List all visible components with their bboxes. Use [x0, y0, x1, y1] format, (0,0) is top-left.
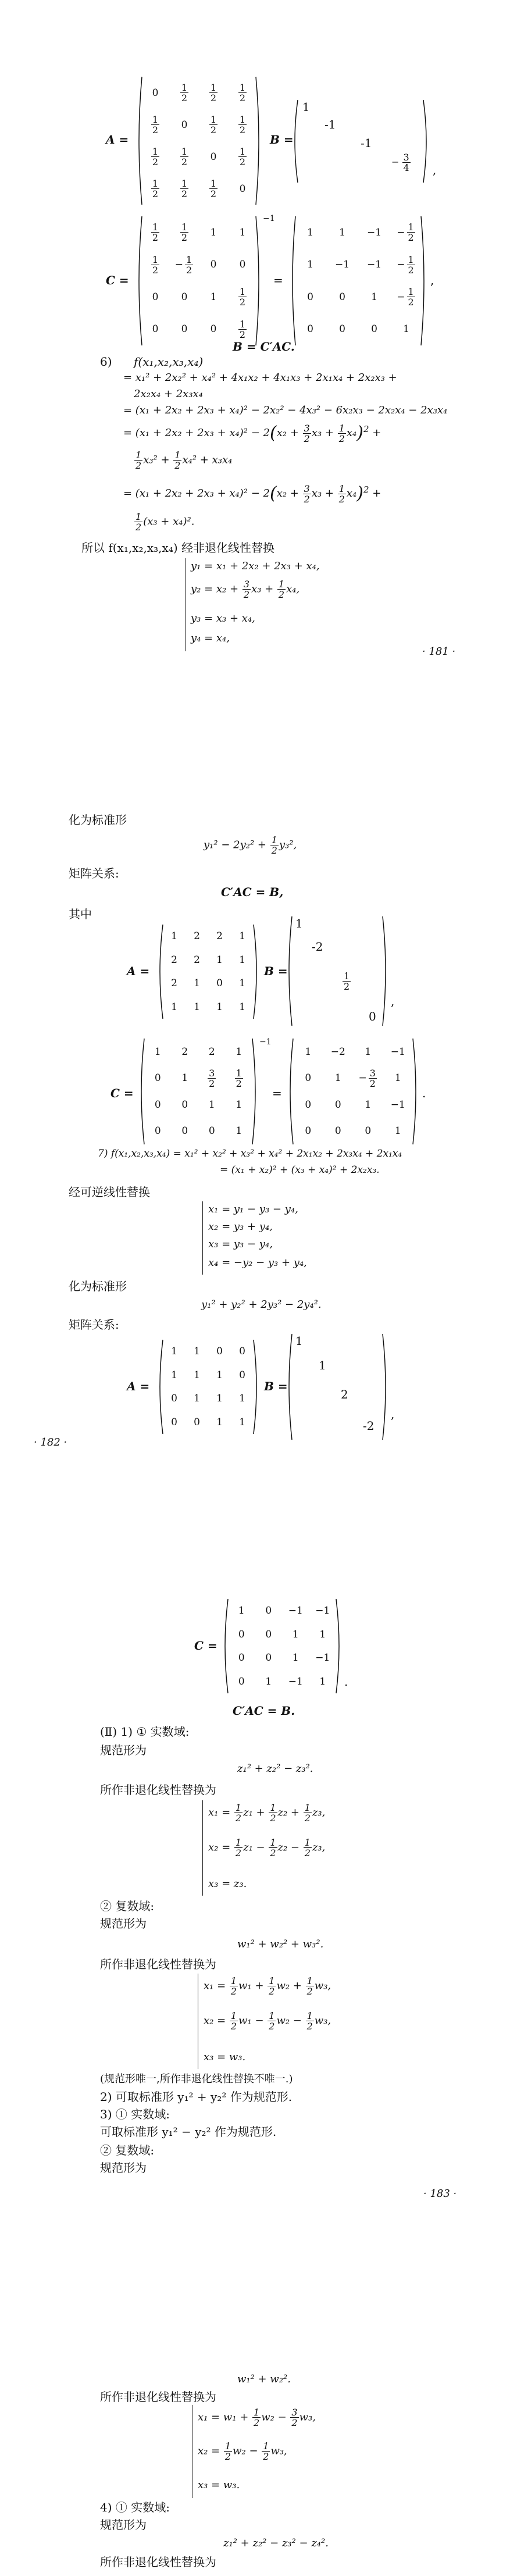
matrix-relation: 矩阵关系:	[69, 866, 119, 880]
p1-c-cell: 1 2	[239, 318, 246, 340]
p1-a-cell: 1 2	[181, 82, 188, 104]
p2-a-cell: 2	[194, 930, 200, 943]
matrix-a-label: A =	[127, 964, 150, 978]
p2-cinv-cell: 0	[334, 1125, 341, 1137]
period: .	[422, 1086, 426, 1100]
q3b: 可取标准形 y₁² − y₂² 作为规范形.	[100, 2125, 277, 2139]
p3-c-cell: 1	[292, 1652, 299, 1664]
complex-field: ② 复数域:	[100, 1899, 155, 1913]
p2-cinv-cell: −1	[390, 1046, 405, 1058]
p2-c-cell: 1	[154, 1046, 161, 1058]
sub7-x3: x₃ = y₃ − y₄,	[208, 1238, 273, 1250]
b2-diag-1: 1	[295, 1334, 303, 1348]
p1-cinv-cell: −1	[366, 226, 382, 238]
p1-a-cell: 1 2	[152, 114, 159, 135]
norm-2: 规范形为	[100, 1917, 147, 1931]
p1-cinv-cell: 1	[307, 259, 313, 271]
p1-c-cell: 1 2	[152, 254, 159, 276]
part-II: (Ⅱ) 1) ① 实数域:	[100, 1725, 190, 1739]
p2-cinv-cell: 1	[365, 1046, 372, 1058]
sub7-x1: x₁ = y₁ − y₃ − y₄,	[208, 1203, 298, 1215]
sub6-y4: y₄ = x₄,	[191, 632, 230, 644]
p2-c-cell: 0	[154, 1072, 161, 1084]
sub6-brace	[185, 558, 186, 651]
p4-eq: w₁² + w₂².	[237, 2373, 291, 2385]
p3-c-cell: 1	[319, 1628, 326, 1640]
comma: ,	[391, 1407, 395, 1421]
p2-a-cell: 1	[239, 930, 245, 943]
sub6-y2: y₂ = x₂ + $\frac{3}{2}$ x₃ + $\frac{1}{2}$ x₄,	[191, 579, 300, 600]
p2-c-cell: 3 2	[209, 1067, 215, 1089]
p2-a-cell: 1	[216, 1001, 223, 1013]
p2-c-cell: 0	[208, 1125, 215, 1137]
where: 其中	[69, 907, 92, 921]
sub2-x2: x₂ = $\frac{1}{2}$ w₁ − $\frac{1}{2}$ w₂ − $\frac{1}{2}$ w₃,	[204, 2010, 331, 2032]
item-7-line-2: = (x₁ + x₂)² + (x₃ + x₄)² + 2x₂x₃.	[220, 1164, 380, 1176]
p2-a-cell: 2	[194, 954, 200, 966]
sub7-x2: x₂ = y₃ + y₄,	[208, 1221, 273, 1233]
p1-a-cell: 1 2	[210, 82, 217, 104]
p2-c-cell: 0	[154, 1125, 161, 1137]
p1-c-cell: 0	[210, 323, 217, 336]
f6-line-3: = (x₁ + 2x₂ + 2x₃ + x₄)² − 2x₂² − 4x₃² − 6x₂x₃ − 2x₂x₄ − 2x₃x₄	[123, 404, 448, 416]
std2-eq: y₁² + y₂² + 2y₃² − 2y₄².	[201, 1298, 322, 1311]
complex-field-2: ② 复数域:	[100, 2143, 155, 2157]
p1-a-cell: 0	[210, 151, 217, 163]
comma: ,	[391, 994, 395, 1008]
matrix-b-label: B =	[270, 133, 294, 147]
page-181	[0, 0, 510, 658]
matrix-b-label: B =	[264, 964, 288, 978]
p1-a-cell: 1 2	[152, 178, 159, 199]
p1-a-cell: 0	[181, 119, 188, 131]
p1-c-cell: 0	[239, 259, 246, 271]
p3-c-cell: 0	[238, 1675, 245, 1687]
p1-cinv-cell: 0	[307, 291, 313, 303]
p1-c-cell: 1	[239, 226, 246, 238]
p4-x2: x₂ = $\frac{1}{2}$ w₂ − $\frac{1}{2}$ w₃,	[198, 2441, 287, 2462]
matrix-c-label: C =	[106, 273, 129, 287]
matrix-c-cells	[141, 216, 257, 345]
p2-a-cell: 1	[171, 930, 177, 943]
p3-c-cell: 1	[319, 1675, 326, 1687]
matrix-b2-label: B =	[264, 1379, 288, 1393]
reversible-sub: 经可逆线性替换	[69, 1185, 150, 1199]
page-number: · 182 ·	[34, 1436, 67, 1448]
p1-cinv-cell: 1	[339, 226, 345, 238]
b2-diag-4: -2	[363, 1419, 375, 1433]
b2-diag-3: 2	[341, 1387, 348, 1401]
so-6: 所以 f(x₁,x₂,x₃,x₄) 经非退化线性替换	[81, 541, 274, 555]
std-equation: y₁² − 2y₂² + $\frac{1}{2}$ y₃²,	[204, 834, 297, 856]
sub6-y3: y₃ = x₃ + x₄,	[191, 612, 255, 625]
p2-a2-cell: 0	[194, 1416, 200, 1428]
b-diag-4: 0	[369, 1009, 376, 1023]
p3-c-cell: −1	[315, 1652, 330, 1664]
p2-c-cell: 0	[181, 1098, 188, 1111]
period: .	[344, 1675, 348, 1689]
p1-c-cell: 0	[152, 291, 159, 303]
p2-a2-cell: 1	[216, 1393, 223, 1405]
sub1-brace	[202, 1800, 203, 1896]
matrix-c-label: C =	[194, 1639, 217, 1653]
matrix-a-cells	[141, 77, 257, 205]
sub-hdr-1: 所作非退化线性替换为	[100, 1783, 216, 1797]
p2-c-cell: 0	[181, 1125, 188, 1137]
p3-c-cell: 0	[265, 1628, 272, 1640]
p1-cinv-cell: 1	[371, 291, 377, 303]
p4-x3: x₃ = w₃.	[198, 2479, 240, 2491]
b-diag-4: − $\frac{3}{4}$	[391, 152, 409, 173]
p1-c-cell: 1 2	[181, 222, 188, 244]
p1-cinv-cell: 0	[339, 291, 345, 303]
p1-cinv-cell: − $\frac{1}{2}$	[397, 222, 414, 244]
p2-cinv-cell: 1	[334, 1072, 341, 1084]
p2-a-cell: 1	[194, 1001, 200, 1013]
p2-a2-cell: 0	[239, 1346, 245, 1358]
comma: ,	[430, 273, 434, 287]
sub1-x1: x₁ = $\frac{1}{2}$ z₁ + $\frac{1}{2}$ z₂ + $\frac{1}{2}$ z₃,	[208, 1802, 326, 1824]
p2-a2-cell: 1	[194, 1346, 200, 1358]
norm-2-eq: w₁² + w₂² + w₃².	[237, 1938, 324, 1950]
matrix-c-inv-cells	[294, 216, 422, 345]
p1-c-cell: 0	[181, 323, 188, 336]
p2-c-cell: 2	[208, 1046, 215, 1058]
p1-cinv-cell: 1	[307, 226, 313, 238]
p2-a2-cell: 1	[171, 1346, 177, 1358]
p1-c-cell: 0	[181, 291, 188, 303]
p2-cinv-cell: −1	[390, 1098, 405, 1111]
p2-a-cell: 1	[216, 954, 223, 966]
b-diag-2: -2	[312, 940, 323, 954]
eq: =	[272, 1086, 282, 1100]
f6-line-2: 2x₂x₄ + 2x₃x₄	[134, 388, 203, 400]
p2-a-cell: 2	[171, 954, 177, 966]
p2-c-cell: 0	[154, 1098, 161, 1111]
sub1-x2: x₂ = $\frac{1}{2}$ z₁ − $\frac{1}{2}$ z₂ − $\frac{1}{2}$ z₃,	[208, 1837, 326, 1858]
p1-cinv-cell: −1	[366, 259, 382, 271]
p3-c-cell: 0	[265, 1652, 272, 1664]
p2-cinv-cell: 1	[305, 1046, 312, 1058]
p2-a2-cell: 1	[216, 1416, 223, 1428]
sub6-y1: y₁ = x₁ + 2x₂ + 2x₃ + x₄,	[191, 560, 320, 572]
p2-c-cell: 1	[236, 1125, 242, 1137]
p2-a2-cell: 0	[171, 1393, 177, 1405]
p2-a2-cell: 1	[194, 1393, 200, 1405]
p1-a-cell: 0	[152, 87, 159, 99]
p1-a-cell: 1 2	[239, 114, 246, 135]
norm-1-eq: z₁² + z₂² − z₃².	[237, 1762, 313, 1775]
q3: 3) ① 实数域:	[100, 2107, 170, 2121]
relation: C′AC = B.	[233, 1704, 295, 1718]
p2-cinv-cell: 0	[305, 1098, 312, 1111]
inverse-sup: −1	[263, 214, 275, 223]
p3-c-cell: −1	[288, 1605, 303, 1617]
p4-norm: 规范形为	[100, 2518, 147, 2532]
p1-a-cell: 1 2	[239, 82, 246, 104]
p1-cinv-cell: − $\frac{1}{2}$	[397, 286, 414, 308]
p1-a-cell: 1 2	[181, 146, 188, 167]
p2-c-cell: 2	[181, 1046, 188, 1058]
page-number: · 183 ·	[423, 2188, 457, 2200]
p4-sub-hdr-2: 所作非退化线性替换为	[100, 2555, 216, 2569]
sub-hdr-2: 所作非退化线性替换为	[100, 1957, 216, 1971]
p2-c-cell: 1 2	[236, 1067, 242, 1089]
f6-line-7: $\frac{1}{2}$ (x₃ + x₄)².	[135, 511, 195, 533]
p3-c-cell: 1	[265, 1675, 272, 1687]
p2-a2-cell: 1	[216, 1369, 223, 1381]
p1-a-cell: 0	[239, 183, 246, 195]
p2-cinv-cell: −2	[330, 1046, 345, 1058]
p2-a2-cell: 1	[239, 1416, 245, 1428]
p2-a-cell: 1	[239, 1001, 245, 1013]
matrix-c-cells	[228, 1599, 336, 1693]
p1-cinv-cell: − $\frac{1}{2}$	[397, 254, 414, 276]
sub1-x3: x₃ = z₃.	[208, 1878, 247, 1890]
item-6-label: 6)	[100, 355, 112, 369]
matrix-a-cells	[163, 925, 254, 1019]
p2-a2-cell: 1	[194, 1369, 200, 1381]
std2-heading: 化为标准形	[69, 1279, 127, 1293]
f6-line-4: = (x₁ + 2x₂ + 2x₃ + x₄)² − 2(x₂ + $\frac{3}{2}$ x₃ + $\frac{1}{2}$ x₄)$^2$ +	[123, 422, 381, 444]
p2-cinv-cell: 1	[394, 1125, 401, 1137]
b2-diag-2: 1	[319, 1358, 326, 1372]
p1-cinv-cell: −1	[334, 259, 350, 271]
matrix-c-cells	[144, 1039, 252, 1144]
p2-a2-cell: 0	[216, 1346, 223, 1358]
p1-a-cell: 1 2	[181, 178, 188, 199]
p2-a2-cell: 1	[239, 1393, 245, 1405]
p3-c-cell: 0	[265, 1605, 272, 1617]
p3-c-cell: 0	[238, 1652, 245, 1664]
note: (规范形唯一,所作非退化线性替换不唯一.)	[100, 2073, 293, 2085]
sub2-x1: x₁ = $\frac{1}{2}$ w₁ + $\frac{1}{2}$ w₂ + $\frac{1}{2}$ w₃,	[204, 1975, 331, 1997]
comma: ,	[433, 163, 437, 177]
p1-a-cell: 1 2	[239, 146, 246, 167]
norm-3: 规范形为	[100, 2161, 147, 2175]
sub2-x3: x₃ = w₃.	[204, 2051, 246, 2063]
inverse-sup: −1	[259, 1037, 272, 1047]
p2-cinv-cell: 0	[365, 1125, 372, 1137]
f6-line-1: = x₁² + 2x₂² + x₄² + 4x₁x₂ + 4x₁x₃ + 2x₁x₄ + 2x₂x₃ +	[123, 372, 397, 384]
p2-a-cell: 1	[239, 954, 245, 966]
matrix-c-label: C =	[110, 1086, 134, 1100]
p2-c-cell: 1	[181, 1072, 188, 1084]
p3-c-cell: 1	[292, 1628, 299, 1640]
q2: 2) 可取标准形 y₁² + y₂² 作为规范形.	[100, 2090, 293, 2104]
matrix-a2-cells	[163, 1340, 254, 1434]
matrix-relation-2: 矩阵关系:	[69, 1318, 119, 1332]
b-diag-3: -1	[361, 136, 372, 150]
std-heading: 化为标准形	[69, 813, 127, 827]
p2-cinv-cell: 0	[334, 1098, 341, 1111]
p1-c-cell: − $\frac{1}{2}$	[174, 254, 192, 276]
matrix-a-label: A =	[106, 133, 129, 147]
matrix-relation-eq: C′AC = B,	[221, 885, 284, 899]
p3-c-cell: 1	[238, 1605, 245, 1617]
p1-c-cell: 0	[210, 259, 217, 271]
sub7-brace	[202, 1201, 203, 1275]
sub7-x4: x₄ = −y₂ − y₃ + y₄,	[208, 1257, 307, 1269]
item-7-line-1: 7) f(x₁,x₂,x₃,x₄) = x₁² + x₂² + x₃² + x₄² + 2x₁x₂ + 2x₃x₄ + 2x₁x₄	[98, 1148, 402, 1159]
p1-a-cell: 1 2	[210, 114, 217, 135]
p2-a2-cell: 0	[171, 1416, 177, 1428]
f6-line-5: $\frac{1}{2}$ x₃² + $\frac{1}{2}$ x₄² + x₃x₄	[135, 449, 233, 471]
p2-a-cell: 2	[216, 930, 223, 943]
p2-a-cell: 1	[194, 977, 200, 990]
relation-b-cac: B = C′AC.	[233, 340, 295, 354]
f6-line-6: = (x₁ + 2x₂ + 2x₃ + x₄)² − 2(x₂ + $\frac{3}{2}$ x₃ + $\frac{1}{2}$ x₄)$^2$ +	[123, 483, 381, 505]
p2-cinv-cell: 1	[365, 1098, 372, 1111]
p1-cinv-cell: 0	[307, 323, 313, 336]
p1-c-cell: 1	[210, 291, 217, 303]
p2-c-cell: 1	[208, 1098, 215, 1111]
p1-a-cell: 1 2	[152, 146, 159, 167]
p2-a-cell: 0	[216, 977, 223, 990]
b-diag-1: 1	[302, 100, 310, 114]
p4-q4: 4) ① 实数域:	[100, 2500, 170, 2514]
p4-norm-eq: z₁² + z₂² − z₃² − z₄².	[223, 2537, 329, 2549]
p2-a-cell: 1	[171, 1001, 177, 1013]
p2-c-cell: 1	[236, 1098, 242, 1111]
b-diag-3: 1 2	[344, 971, 350, 992]
p1-c-cell: 1 2	[152, 222, 159, 244]
p2-a2-cell: 1	[171, 1369, 177, 1381]
p1-c-cell: 1	[210, 226, 217, 238]
p2-cinv-cell: 1	[394, 1072, 401, 1084]
p2-cinv-cell: 0	[305, 1072, 312, 1084]
p2-cinv-cell: 0	[305, 1125, 312, 1137]
p2-a-cell: 2	[171, 977, 177, 990]
p3-c-cell: −1	[288, 1675, 303, 1687]
p3-c-cell: 0	[238, 1628, 245, 1640]
p1-cinv-cell: 0	[339, 323, 345, 336]
p1-cinv-cell: 1	[403, 323, 409, 336]
matrix-a2-label: A =	[127, 1379, 150, 1393]
p4-x1: x₁ = w₁ + $\frac{1}{2}$ w₂ − $\frac{3}{2}$ w₃,	[198, 2407, 316, 2428]
p3-c-cell: −1	[315, 1605, 330, 1617]
norm-1: 规范形为	[100, 1743, 147, 1757]
b-diag-1: 1	[295, 916, 303, 930]
eq: =	[273, 273, 283, 287]
b-diag-2: -1	[324, 117, 336, 131]
page-number: · 181 ·	[422, 645, 456, 658]
p1-c-cell: 0	[152, 323, 159, 336]
f6-head: f(x₁,x₂,x₃,x₄)	[134, 355, 204, 369]
p1-a-cell: 1 2	[210, 178, 217, 199]
p1-cinv-cell: 0	[371, 323, 377, 336]
p2-c-cell: 1	[236, 1046, 242, 1058]
p2-a-cell: 1	[239, 977, 245, 990]
matrix-c-inv-cells	[293, 1039, 413, 1144]
p4-sub-hdr: 所作非退化线性替换为	[100, 2390, 216, 2404]
p1-c-cell: 1 2	[239, 286, 246, 308]
p2-a2-cell: 0	[239, 1369, 245, 1381]
p2-cinv-cell: − $\frac{3}{2}$	[358, 1067, 376, 1089]
